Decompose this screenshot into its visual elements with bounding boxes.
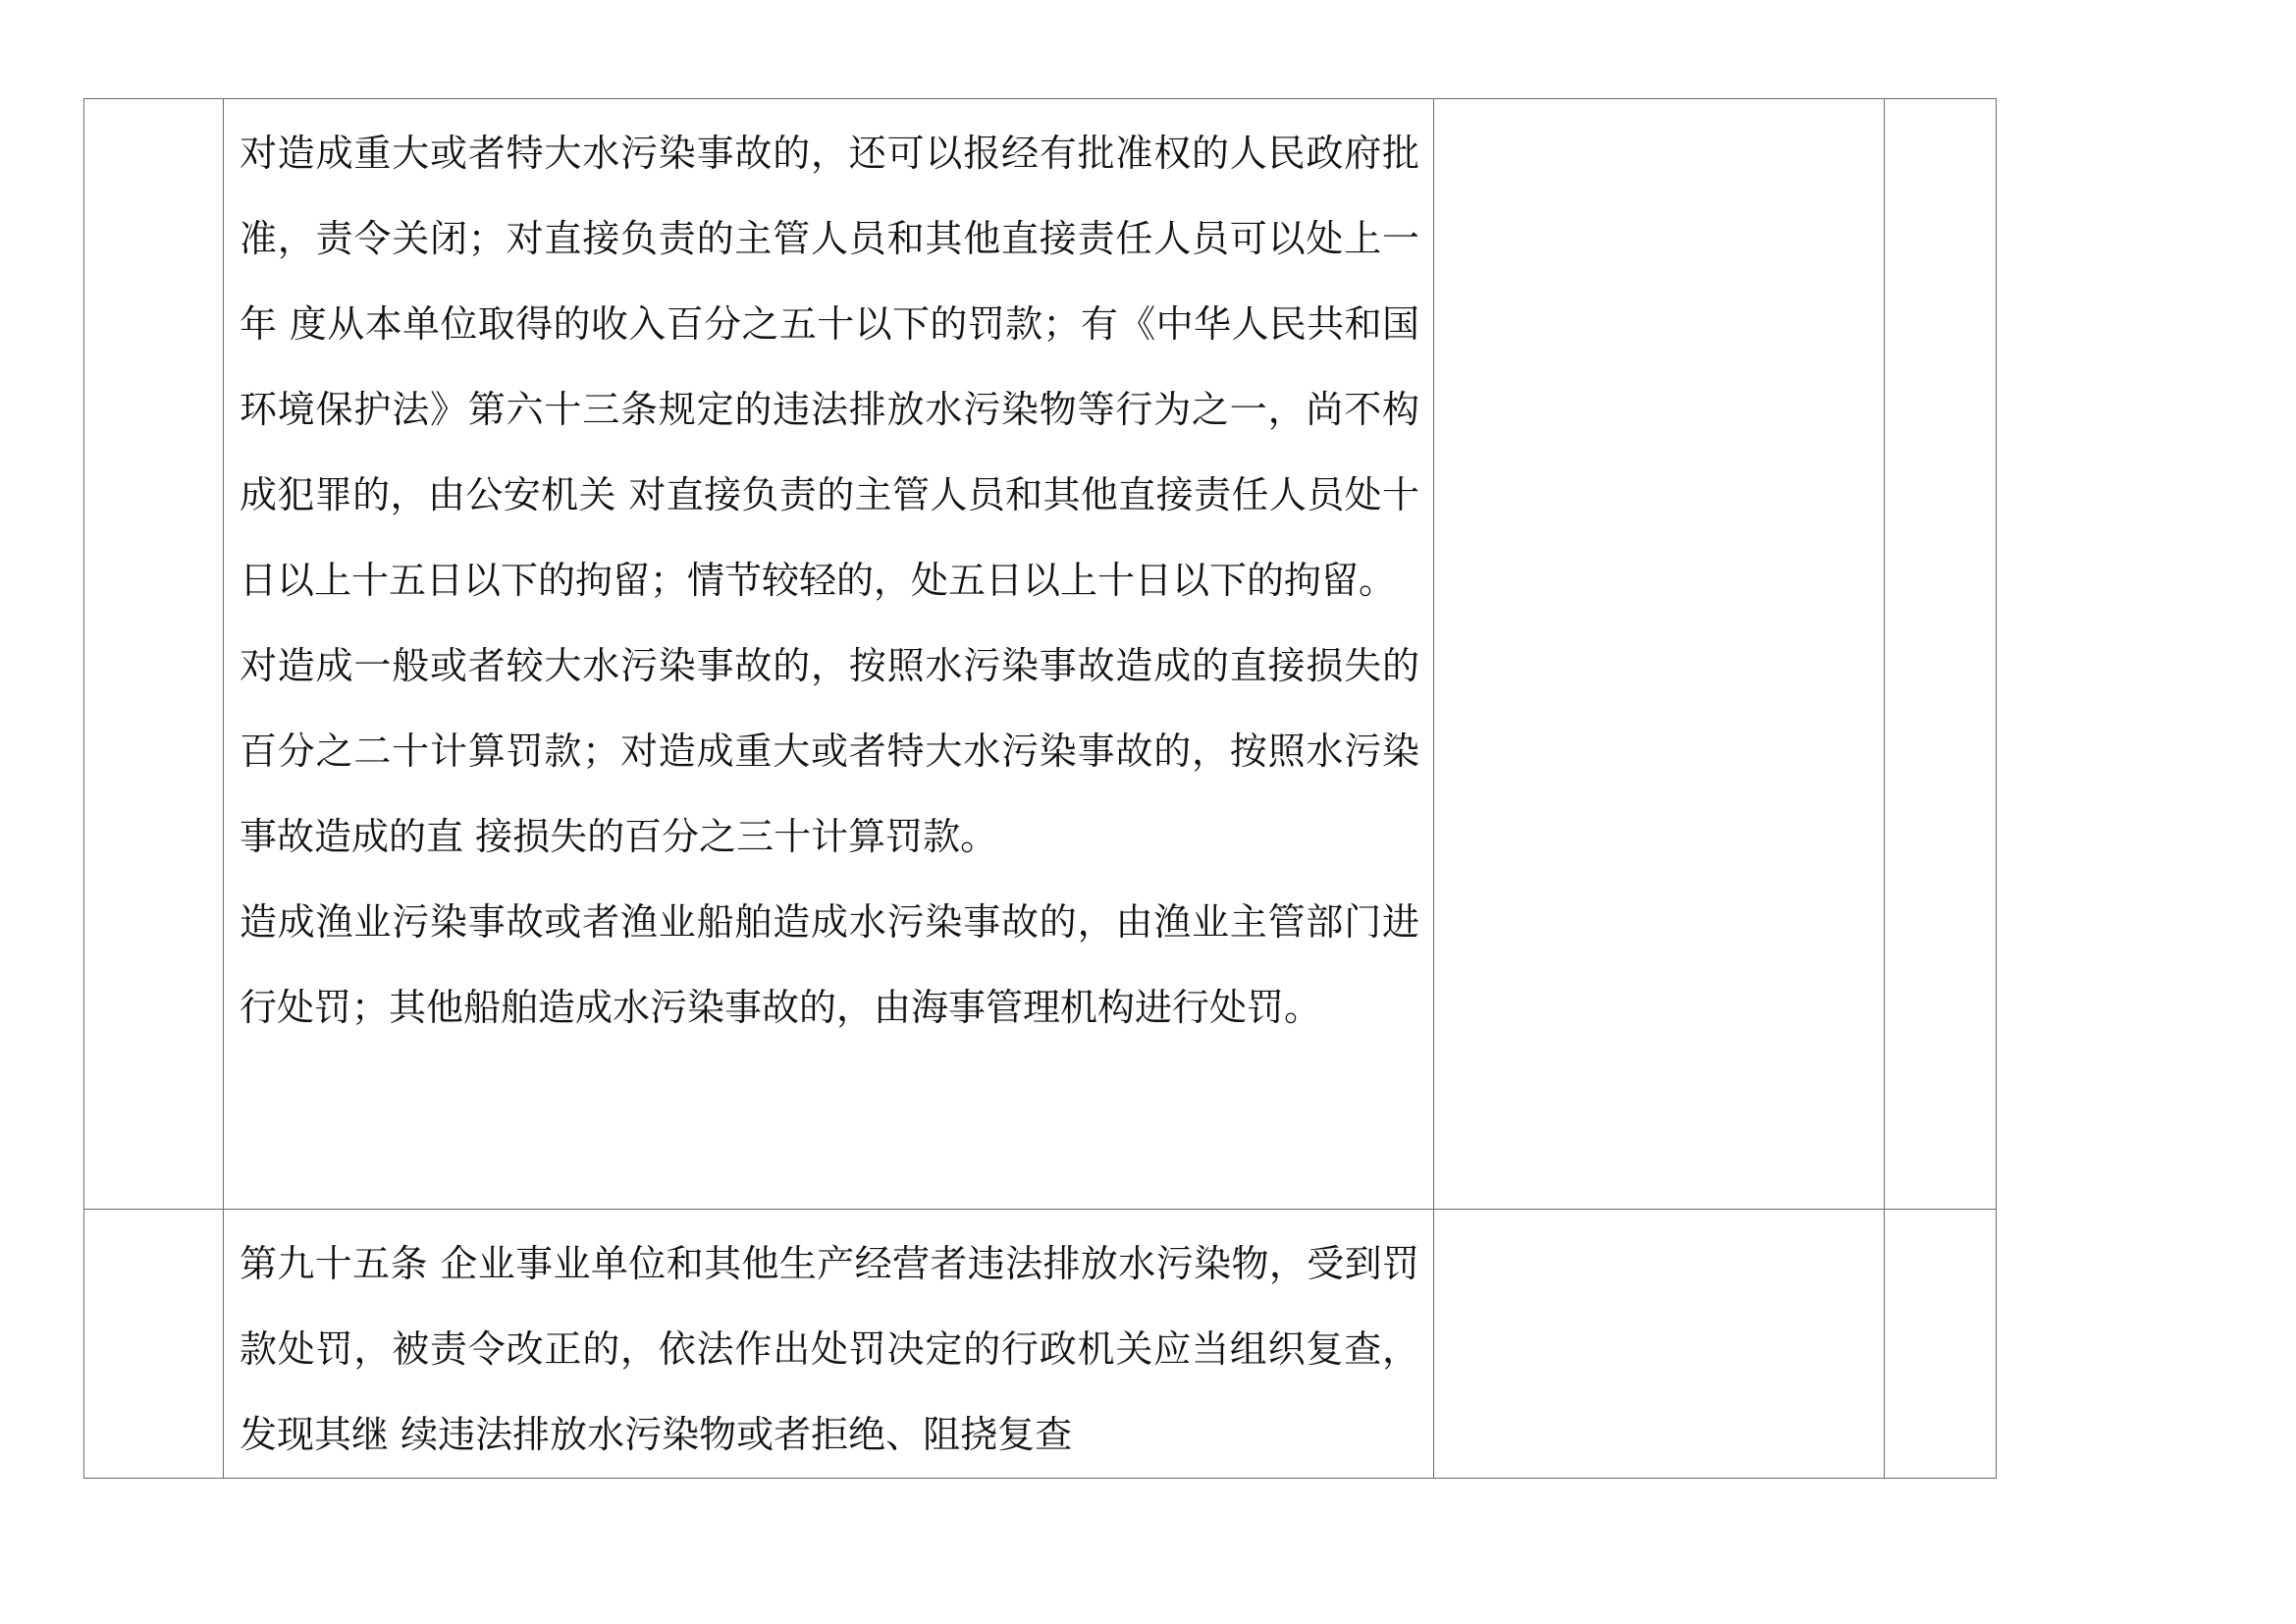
empty-cell (1434, 99, 1885, 1210)
index-cell (84, 99, 224, 1210)
empty-cell (1885, 1210, 1997, 1479)
empty-cell (1885, 99, 1997, 1210)
table-row (84, 1210, 1997, 1479)
content-paragraph: 造成渔业污染事故或者渔业船舶造成水污染事故的，由渔业主管部门进行处罚；其他船舶造成水污染事故的，由海事管理机构进行处罚。 (240, 900, 1419, 1029)
content-paragraph: 对造成重大或者特大水污染事故的，还可以报经有批准权的人民政府批准，责令关闭；对直接负责的主管人员和其他直接责任人员可以处上一年 度从本单位取得的收入百分之五十以下的罚款；有《中华人民共和国环境保护法》第六十三条规定的违法排放水污染物等行为之一，尚不构成犯罪的，由公安机关 对直接负责的主管人员和其他直接责任人员处十日以上十五日以下的拘留；情节较轻的，处五日以上十日以下的拘留。 (240, 132, 1419, 602)
table-row (84, 99, 1997, 1210)
content-paragraph: 对造成一般或者较大水污染事故的，按照水污染事故造成的直接损失的百分之二十计算罚款；对造成重大或者特大水污染事故的，按照水污染事故造成的直 接损失的百分之三十计算罚款。 (240, 644, 1419, 858)
empty-cell (1434, 1210, 1885, 1479)
content-cell (224, 1210, 1434, 1479)
regulation-table (83, 98, 1997, 1479)
content-cell (224, 99, 1434, 1210)
index-cell (84, 1210, 224, 1479)
content-paragraph: 第九十五条 企业事业单位和其他生产经营者违法排放水污染物，受到罚 款处罚，被责令改正的，依法作出处罚决定的行政机关应当组织复查，发现其继 续违法排放水污染物或者拒绝、阻挠复查 (240, 1242, 1419, 1456)
